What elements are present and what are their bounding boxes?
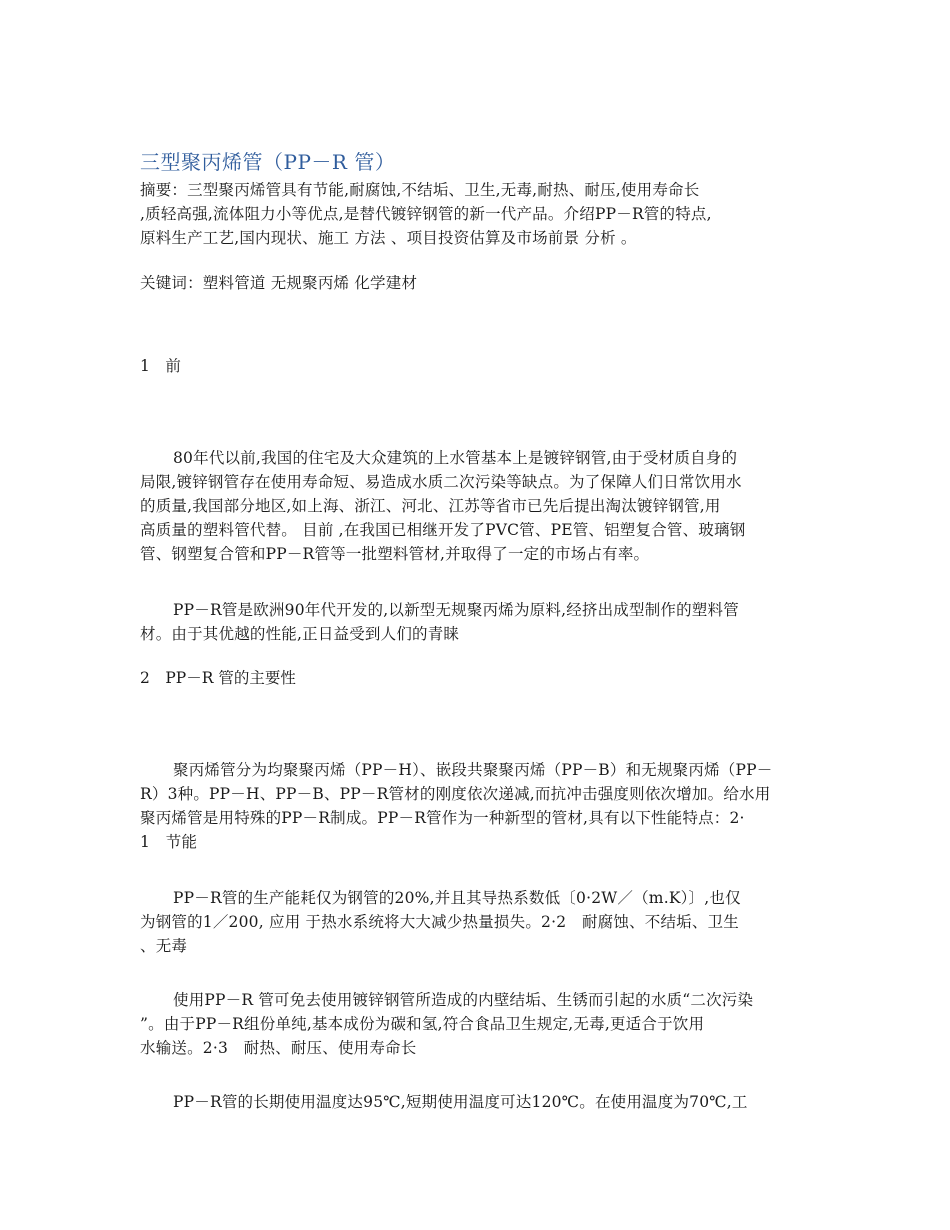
paragraph-line: 使用PP－R 管可免去使用镀锌钢管所造成的内壁结垢、生锈而引起的水质“二次污染 [173, 991, 754, 1009]
abstract-line: ,质轻高强,流体阻力小等优点,是替代镀锌钢管的新一代产品。介绍PP－R管的特点, [140, 205, 712, 223]
paragraph-line: 的质量,我国部分地区,如上海、浙江、河北、江苏等省市已先后提出淘汰镀锌钢管,用 [140, 497, 721, 515]
section-2-heading: 2 PP－R 管的主要性 [140, 669, 296, 687]
paragraph-line: 聚丙烯管是用特殊的PP－R制成。PP－R管作为一种新型的管材,具有以下性能特点：2· [140, 809, 745, 827]
paragraph-1 [140, 446, 810, 566]
paragraph-line: 1 节能 [140, 833, 198, 851]
paragraph-5 [140, 988, 810, 1060]
paragraph-line: 为钢管的1／200, 应用 于热水系统将大大减少热量损失。2·2 耐腐蚀、不结垢、卫生 [140, 913, 739, 931]
keywords-line: 关键词：塑料管道 无规聚丙烯 化学建材 [140, 274, 418, 292]
paragraph-line: 高质量的塑料管代替。 目前 ,在我国已相继开发了PVC管、PE管、铝塑复合管、玻璃钢 [140, 521, 746, 539]
paragraph-line: PP－R管的生产能耗仅为钢管的20%,并且其导热系数低〔0·2W／（m.K）〕,也仅 [173, 889, 741, 907]
paragraph-3 [140, 758, 810, 854]
abstract-line: 摘要：三型聚丙烯管具有节能,耐腐蚀,不结垢、卫生,无毒,耐热、耐压,使用寿命长 [140, 181, 700, 199]
paragraph-line: 水输送。2·3 耐热、耐压、使用寿命长 [140, 1039, 417, 1057]
abstract [140, 178, 810, 250]
paragraph-line: 80年代以前,我国的住宅及大众建筑的上水管基本上是镀锌钢管,由于受材质自身的 [173, 449, 738, 467]
paragraph-4 [140, 886, 810, 958]
document-title: 三型聚丙烯管（PP－R 管） [140, 150, 396, 174]
abstract-line: 原料生产工艺,国内现状、施工 方法 、项目投资估算及市场前景 分析 。 [140, 229, 637, 247]
paragraph-line: 管、钢塑复合管和PP－R管等一批塑料管材,并取得了一定的市场占有率。 [140, 545, 650, 563]
paragraph-6 [140, 1090, 810, 1114]
paragraph-line: 、无毒 [140, 937, 188, 955]
paragraph-line: PP－R管的长期使用温度达95℃,短期使用温度可达120℃。在使用温度为70℃,工 [173, 1093, 748, 1111]
paragraph-line: R）3种。PP－H、PP－B、PP－R管材的刚度依次递减,而抗冲击强度则依次增加。给水用 [140, 785, 771, 803]
paragraph-line: 材。由于其优越的性能,正日益受到人们的青睐 [140, 625, 460, 643]
paragraph-line: PP－R管是欧洲90年代开发的,以新型无规聚丙烯为原料,经挤出成型制作的塑料管 [173, 601, 739, 619]
paragraph-line: 聚丙烯管分为均聚聚丙烯（PP－H）、嵌段共聚聚丙烯（PP－B）和无规聚丙烯（PP－ [173, 761, 773, 779]
paragraph-line: ”。由于PP－R组份单纯,基本成份为碳和氢,符合食品卫生规定,无毒,更适合于饮用 [140, 1015, 705, 1033]
paragraph-line: 局限,镀锌钢管存在使用寿命短、易造成水质二次污染等缺点。为了保障人们日常饮用水 [140, 473, 742, 491]
keywords [140, 271, 810, 295]
paragraph-2 [140, 598, 810, 646]
section-1-heading: 1 前 [140, 357, 181, 375]
